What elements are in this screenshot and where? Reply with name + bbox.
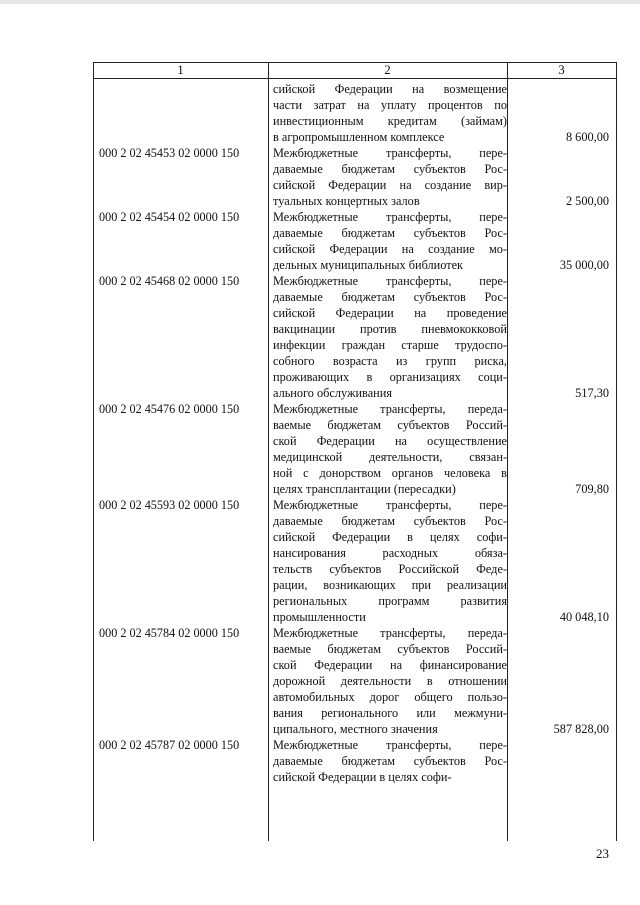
row-code: 000 2 02 45468 02 0000 150 [99, 274, 240, 288]
description-line: ваемые бюджетам субъектов Россий- [273, 418, 507, 432]
column-divider-1 [268, 62, 269, 841]
row-code: 000 2 02 45784 02 0000 150 [99, 626, 240, 640]
row-code: 000 2 02 45593 02 0000 150 [99, 498, 240, 512]
table-border-left [93, 62, 94, 841]
column-divider-2 [507, 62, 508, 841]
description-line: даваемые бюджетам субъектов Рос- [273, 754, 507, 768]
description-line: ской Федерации на финансирование [273, 658, 507, 672]
row-code: 000 2 02 45454 02 0000 150 [99, 210, 240, 224]
description-line: сийской Федерации на создание вир- [273, 178, 507, 192]
column-header-1: 1 [177, 62, 184, 77]
description-line: ной с донорством органов человека в [273, 466, 507, 480]
row-description [273, 145, 507, 209]
description-line: даваемые бюджетам субъектов Рос- [273, 162, 507, 176]
description-line: инвестиционным кредитам (займам) [273, 114, 507, 128]
description-line: нансирования расходных обяза- [273, 546, 507, 560]
description-line: Межбюджетные трансферты, пере- [273, 498, 507, 512]
column-header-3: 3 [558, 62, 565, 77]
header-divider [93, 78, 617, 79]
description-line: сийской Федерации на создание мо- [273, 242, 507, 256]
description-line: Межбюджетные трансферты, пере- [273, 146, 507, 160]
description-line: проживающих в организациях соци- [273, 370, 507, 384]
description-line: вакцинации против пневмококковой [273, 322, 507, 336]
row-description [273, 209, 507, 273]
row-code: 000 2 02 45787 02 0000 150 [99, 738, 240, 752]
description-line: сийской Федерации на проведение [273, 306, 507, 320]
description-line: дельных муниципальных библиотек [273, 258, 464, 272]
row-amount: 40 048,10 [559, 610, 609, 624]
description-line: дорожной деятельности в отношении [273, 674, 507, 688]
row-description [273, 401, 507, 497]
row-amount: 587 828,00 [553, 722, 609, 736]
description-line: собного возраста из групп риска, [273, 354, 507, 368]
row-amount: 2 500,00 [565, 194, 609, 208]
scan-top-edge [0, 0, 640, 4]
row-code: 000 2 02 45476 02 0000 150 [99, 402, 240, 416]
row-amount: 35 000,00 [559, 258, 609, 272]
row-amount: 8 600,00 [565, 130, 609, 144]
description-line: Межбюджетные трансферты, переда- [273, 626, 507, 640]
column-header-2: 2 [384, 62, 391, 77]
row-amount: 709,80 [575, 482, 609, 496]
description-line: промышленности [273, 610, 366, 624]
description-line: Межбюджетные трансферты, переда- [273, 402, 507, 416]
table-border-right [616, 62, 617, 841]
description-line: туальных концертных залов [273, 194, 420, 208]
row-description [273, 737, 507, 785]
description-line: Межбюджетные трансферты, пере- [273, 210, 507, 224]
description-line: Межбюджетные трансферты, пере- [273, 738, 507, 752]
row-description [273, 273, 507, 401]
description-line: ального обслуживания [273, 386, 392, 400]
description-line: региональных программ развития [273, 594, 507, 608]
page-number: 23 [596, 846, 609, 861]
description-line: сийской Федерации в целях софи- [273, 770, 452, 784]
description-line: целях трансплантации (пересадки) [273, 482, 456, 496]
description-line: ципального, местного значения [273, 722, 438, 736]
description-line: даваемые бюджетам субъектов Рос- [273, 226, 507, 240]
description-line: автомобильных дорог общего пользо- [273, 690, 507, 704]
description-line: ской Федерации на осуществление [273, 434, 507, 448]
row-description [273, 497, 507, 625]
row-description [273, 625, 507, 737]
description-line: сийской Федерации на возмещение [273, 82, 507, 96]
description-line: вания регионального или межмуни- [273, 706, 507, 720]
description-line: Межбюджетные трансферты, пере- [273, 274, 507, 288]
description-line: в агропромышленном комплексе [273, 130, 445, 144]
row-description [273, 81, 507, 145]
description-line: даваемые бюджетам субъектов Рос- [273, 514, 507, 528]
description-line: сийской Федерации в целях софи- [273, 530, 507, 544]
description-line: ваемые бюджетам субъектов Россий- [273, 642, 507, 656]
description-line: тельств субъектов Российской Феде- [273, 562, 507, 576]
description-line: части затрат на уплату процентов по [273, 98, 507, 112]
description-line: даваемые бюджетам субъектов Рос- [273, 290, 507, 304]
description-line: рации, возникающих при реализации [273, 578, 507, 592]
budget-table [93, 62, 617, 841]
description-line: медицинской деятельности, связан- [273, 450, 507, 464]
description-line: инфекции граждан старше трудоспо- [273, 338, 507, 352]
row-amount: 517,30 [575, 386, 609, 400]
row-code: 000 2 02 45453 02 0000 150 [99, 146, 240, 160]
